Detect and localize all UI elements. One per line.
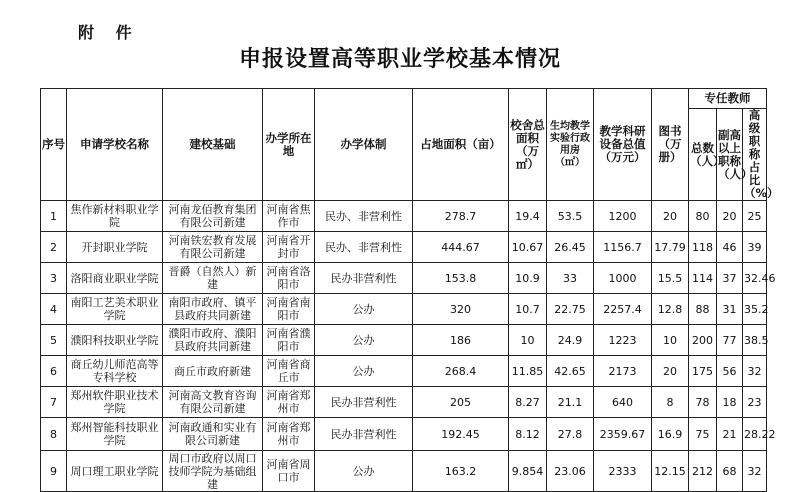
cell-seq: 7: [41, 387, 67, 418]
cell-equipment: 2359.67: [594, 418, 652, 451]
header-school: 申请学校名称: [67, 89, 163, 201]
cell-teachers-total: 78: [689, 387, 717, 418]
cell-seq: 6: [41, 356, 67, 387]
cell-teachers-ratio: 38.5: [743, 325, 767, 356]
cell-building: 11.85: [509, 356, 547, 387]
cell-teachers-senior: 18: [717, 387, 743, 418]
cell-system: 民办非营利性: [315, 418, 413, 451]
cell-teachers-senior: 56: [717, 356, 743, 387]
cell-seq: 5: [41, 325, 67, 356]
header-seq: 序号: [41, 89, 67, 201]
cell-equipment: 1200: [594, 201, 652, 232]
header-books: 图书（万册）: [652, 89, 689, 201]
cell-building: 9.854: [509, 451, 547, 492]
cell-teachers-total: 80: [689, 201, 717, 232]
header-teachers-ratio: 高级职称占比（%）: [744, 108, 779, 200]
cell-teachers-total: 114: [689, 263, 717, 294]
cell-teachers-senior: 31: [717, 294, 743, 325]
cell-school: 濮阳科技职业学院: [67, 325, 163, 356]
cell-location: 河南省郑州市: [263, 418, 315, 451]
cell-books: 15.5: [652, 263, 689, 294]
cell-basis: 晋爵（自然人）新建: [163, 263, 263, 294]
cell-teachers-total: 200: [689, 325, 717, 356]
header-location: 办学所在地: [263, 89, 315, 201]
cell-system: 民办、非营利性: [315, 232, 413, 263]
cell-basis: 河南政通和实业有限公司新建: [163, 418, 263, 451]
cell-teachers-total: 88: [689, 294, 717, 325]
cell-system: 民办非营利性: [315, 263, 413, 294]
cell-location: 河南省郑州市: [263, 387, 315, 418]
cell-teachers-ratio: 23: [743, 387, 767, 418]
table-row: [41, 325, 767, 356]
header-basis: 建校基础: [163, 89, 263, 201]
cell-books: 17.79: [652, 232, 689, 263]
cell-building: 8.27: [509, 387, 547, 418]
cell-land: 186: [413, 325, 509, 356]
cell-books: 12.15: [652, 451, 689, 492]
cell-teachers-senior: 77: [717, 325, 743, 356]
header-equipment: 教学科研设备总值（万元）: [594, 89, 652, 201]
cell-land: 163.2: [413, 451, 509, 492]
cell-teachers-ratio: 32: [743, 451, 767, 492]
cell-books: 20: [652, 201, 689, 232]
cell-basis: 商丘市政府新建: [163, 356, 263, 387]
cell-land: 205: [413, 387, 509, 418]
cell-teachers-senior: 46: [717, 232, 743, 263]
cell-equipment: 640: [594, 387, 652, 418]
header-teachers-senior: 副高以上职称（人）: [717, 109, 743, 201]
cell-equipment: 2333: [594, 451, 652, 492]
cell-teachers-senior: 37: [717, 263, 743, 294]
cell-building: 10.9: [509, 263, 547, 294]
cell-per-student: 21.1: [547, 387, 594, 418]
cell-seq: 3: [41, 263, 67, 294]
cell-teachers-ratio: 32.46: [743, 263, 767, 294]
cell-basis: 南阳市政府、镇平县政府共同新建: [163, 294, 263, 325]
cell-per-student: 23.06: [547, 451, 594, 492]
cell-school: 郑州软件职业技术学院: [67, 387, 163, 418]
cell-location: 河南省周口市: [263, 451, 315, 492]
cell-building: 8.12: [509, 418, 547, 451]
cell-school: 南阳工艺美术职业学院: [67, 294, 163, 325]
cell-per-student: 53.5: [547, 201, 594, 232]
cell-teachers-ratio: 39: [743, 232, 767, 263]
cell-building: 10.7: [509, 294, 547, 325]
cell-building: 10: [509, 325, 547, 356]
cell-per-student: 27.8: [547, 418, 594, 451]
cell-teachers-senior: 21: [717, 418, 743, 451]
cell-equipment: 2173: [594, 356, 652, 387]
table-body: [41, 201, 776, 492]
cell-per-student: 24.9: [547, 325, 594, 356]
cell-location: 河南省焦作市: [263, 201, 315, 232]
cell-land: 320: [413, 294, 509, 325]
cell-system: 公办: [315, 451, 413, 492]
cell-equipment: 1223: [594, 325, 652, 356]
cell-basis: 河南龙佰教育集团有限公司新建: [163, 201, 263, 232]
cell-teachers-total: 118: [689, 232, 717, 263]
table-row: [41, 294, 767, 325]
cell-school: 郑州智能科技职业学院: [67, 418, 163, 451]
cell-teachers-ratio: 28.22: [743, 418, 767, 451]
cell-equipment: 2257.4: [594, 294, 652, 325]
cell-basis: 河南铁宏教育发展有限公司新建: [163, 232, 263, 263]
cell-school: 焦作新材料职业学院: [67, 201, 163, 232]
cell-land: 444.67: [413, 232, 509, 263]
cell-per-student: 26.45: [547, 232, 594, 263]
cell-equipment: 1000: [594, 263, 652, 294]
cell-land: 153.8: [413, 263, 509, 294]
cell-location: 河南省濮阳市: [263, 325, 315, 356]
attachment-label: 附 件: [78, 23, 140, 42]
cell-books: 10: [652, 325, 689, 356]
table-row: [41, 418, 767, 451]
cell-system: 公办: [315, 294, 413, 325]
table-row: [41, 232, 767, 263]
cell-seq: 8: [41, 418, 67, 451]
table-row: [41, 201, 767, 232]
table-row: [41, 451, 767, 492]
cell-seq: 9: [41, 451, 67, 492]
cell-school: 开封职业学院: [67, 232, 163, 263]
schools-table: [40, 88, 779, 492]
cell-teachers-total: 175: [689, 356, 717, 387]
cell-system: 民办非营利性: [315, 387, 413, 418]
cell-equipment: 1156.7: [594, 232, 652, 263]
table-row: [41, 263, 767, 294]
cell-school: 周口理工职业学院: [67, 451, 163, 492]
cell-land: 192.45: [413, 418, 509, 451]
cell-location: 河南省开封市: [263, 232, 315, 263]
cell-per-student: 42.65: [547, 356, 594, 387]
cell-seq: 1: [41, 201, 67, 232]
cell-system: 民办、非营利性: [315, 201, 413, 232]
cell-basis: 周口市政府以周口技师学院为基础组建: [163, 451, 263, 492]
cell-teachers-total: 212: [689, 451, 717, 492]
cell-teachers-ratio: 35.2: [743, 294, 767, 325]
cell-system: 公办: [315, 356, 413, 387]
header-system: 办学体制: [315, 89, 413, 201]
cell-location: 河南省洛阳市: [263, 263, 315, 294]
cell-teachers-ratio: 32: [743, 356, 767, 387]
cell-books: 16.9: [652, 418, 689, 451]
cell-books: 12.8: [652, 294, 689, 325]
cell-seq: 2: [41, 232, 67, 263]
cell-teachers-senior: 20: [717, 201, 743, 232]
table-header: [41, 89, 779, 201]
cell-land: 268.4: [413, 356, 509, 387]
cell-location: 河南省商丘市: [263, 356, 315, 387]
header-teachers-group: 专任教师: [689, 89, 767, 109]
cell-school: 商丘幼儿师范高等专科学校: [67, 356, 163, 387]
cell-building: 19.4: [509, 201, 547, 232]
cell-per-student: 33: [547, 263, 594, 294]
cell-books: 8: [652, 387, 689, 418]
cell-location: 河南省南阳市: [263, 294, 315, 325]
cell-basis: 濮阳市政府、濮阳县政府共同新建: [163, 325, 263, 356]
cell-teachers-ratio: 25: [743, 201, 767, 232]
cell-school: 洛阳商业职业学院: [67, 263, 163, 294]
cell-per-student: 22.75: [547, 294, 594, 325]
table-row: [41, 387, 767, 418]
cell-seq: 4: [41, 294, 67, 325]
cell-basis: 河南高文教育咨询有限公司新建: [163, 387, 263, 418]
header-building: 校舍总面积（万㎡）: [509, 89, 547, 201]
header-land: 占地面积（亩）: [413, 89, 509, 201]
cell-building: 10.67: [509, 232, 547, 263]
cell-books: 20: [652, 356, 689, 387]
cell-teachers-senior: 68: [717, 451, 743, 492]
cell-land: 278.7: [413, 201, 509, 232]
cell-system: 公办: [315, 325, 413, 356]
header-per-student: 生均教学实验行政用房（㎡）: [547, 89, 594, 201]
page-title: 申报设置高等职业学校基本情况: [238, 47, 561, 72]
cell-teachers-total: 75: [689, 418, 717, 451]
table-row: [41, 356, 767, 387]
header-teachers-total: 总数（人）: [689, 109, 717, 201]
